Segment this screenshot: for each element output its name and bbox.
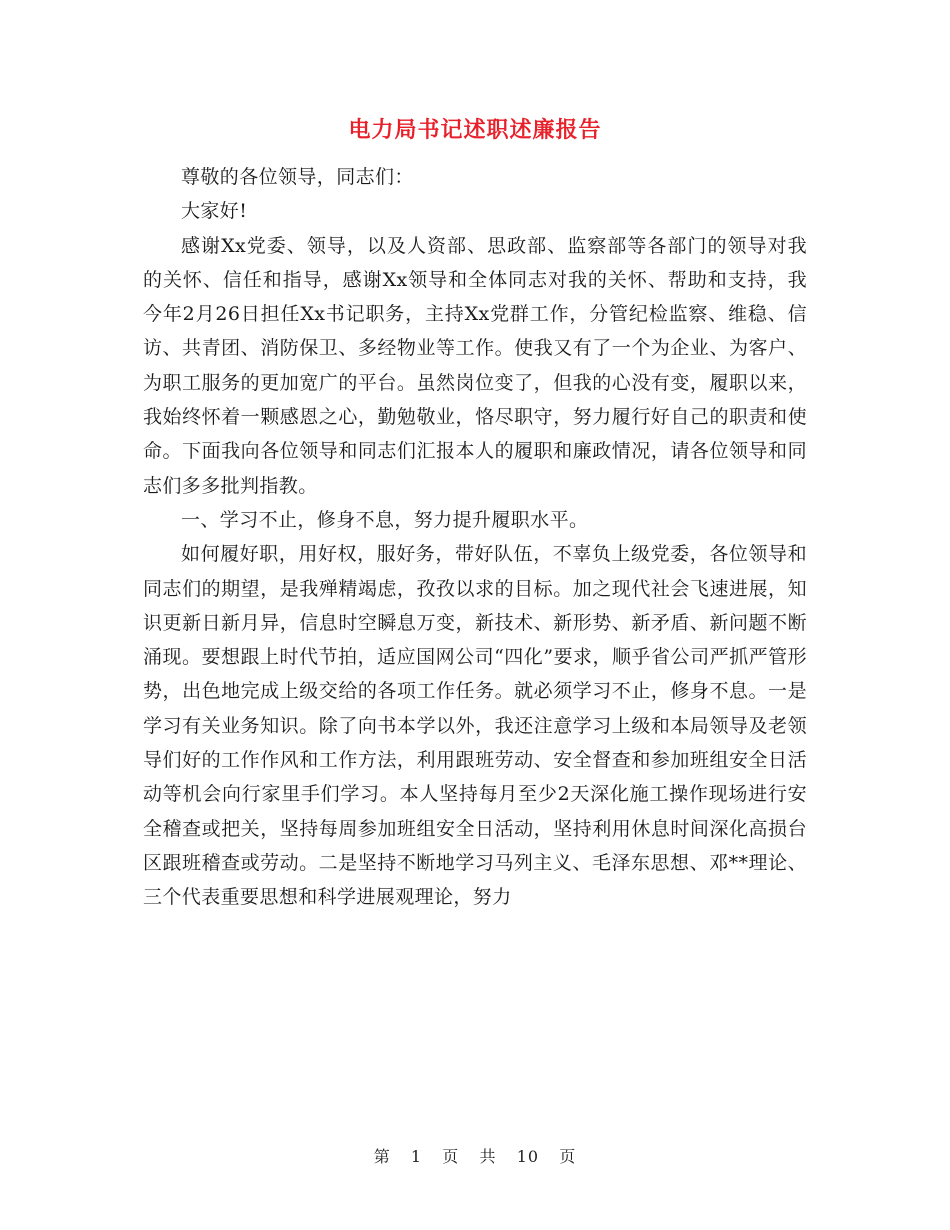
footer-total-suffix: 页 <box>559 1147 577 1166</box>
footer-current-page: 1 <box>410 1147 423 1166</box>
document-title: 电力局书记述职述廉报告 <box>348 117 602 143</box>
footer-total-prefix: 共 <box>479 1147 497 1166</box>
paragraph-intro: 感谢Xx党委、领导，以及人资部、思政部、监察部等各部门的领导对我的关怀、信任和指导，感谢Xx领导和全体同志对我的关怀、帮助和支持，我今年2月26日担任Xx书记职务，主持Xx党群工作，分管纪检监察、维稳、信访、共青团、消防保卫、多经物业等工作。使我又有了一个为企业、为客户、为职工服务的更加宽广的平台。虽然岗位变了，但我的心没有变，履职以来，我始终怀着一颗感恩之心，勤勉敬业，恪尽职守，努力履行好自己的职责和使命。下面我向各位领导和同志们汇报本人的履职和廉政情况，请各位领导和同志们多多批判指教。 <box>143 234 807 497</box>
footer-page-word: 页 <box>442 1147 460 1166</box>
section-heading-1: 一、学习不止，修身不息，努力提升履职水平。 <box>181 508 589 531</box>
page-footer <box>0 1144 950 1167</box>
greeting: 大家好! <box>181 200 248 223</box>
document-body <box>143 160 807 915</box>
footer-total-pages: 10 <box>516 1147 540 1166</box>
salutation: 尊敬的各位领导，同志们： <box>181 166 414 188</box>
footer-prefix: 第 <box>373 1147 391 1166</box>
paragraph-section-1: 如何履好职，用好权，服好务，带好队伍，不辜负上级党委，各位领导和同志们的期望，是我殚精竭虑，孜孜以求的目标。加之现代社会飞速进展，知识更新日新月异，信息时空瞬息万变，新技术、新形势、新矛盾、新问题不断涌现。要想跟上时代节拍，适应国网公司“四化”要求，顺乎省公司严抓严管形势，出色地完成上级交给的各项工作任务。就必须学习不止，修身不息。一是学习有关业务知识。除了向书本学以外，我还注意学习上级和本局领导及老领导们好的工作作风和工作方法，利用跟班劳动、安全督查和参加班组安全日活动等机会向行家里手们学习。本人坚持每月至少2天深化施工操作现场进行安全稽查或把关，坚持每周参加班组安全日活动，坚持利用休息时间深化高损台区跟班稽查或劳动。二是坚持不断地学习马列主义、毛泽东思想、邓**理论、三个代表重要思想和科学进展观理论，努力 <box>143 543 807 909</box>
